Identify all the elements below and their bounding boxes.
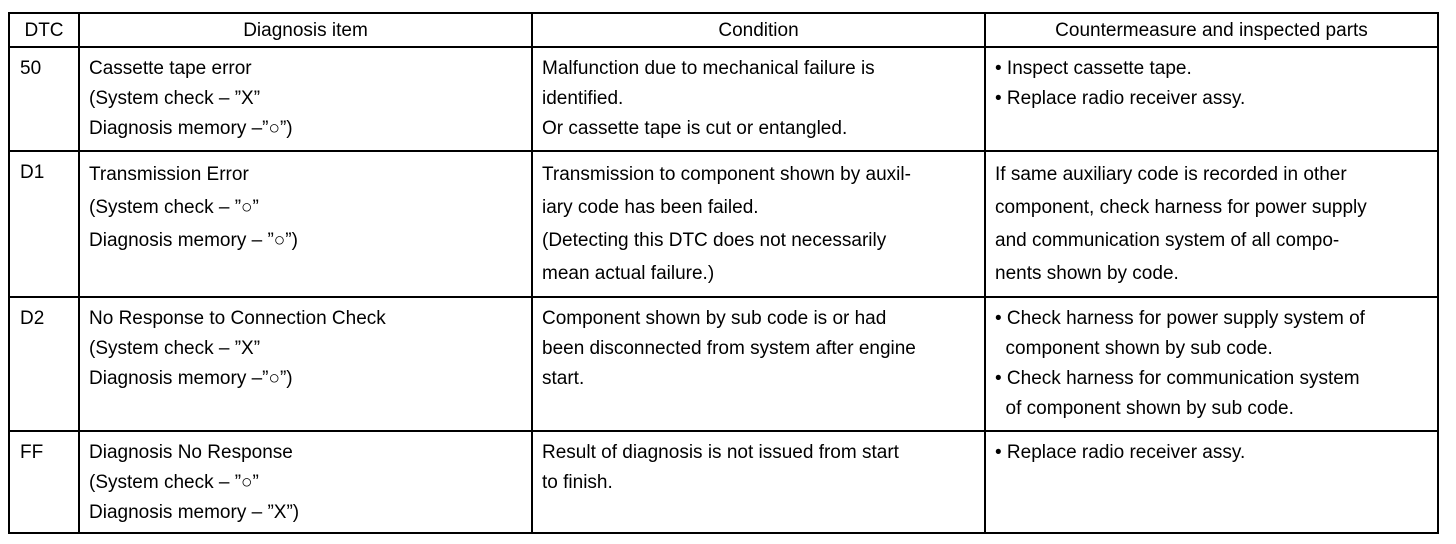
condition-line: Transmission to component shown by auxil- bbox=[542, 164, 911, 185]
header-row bbox=[9, 13, 1438, 47]
countermeasure-cell bbox=[985, 151, 1438, 297]
table-row bbox=[9, 297, 1438, 431]
diagnosis-item-line: Diagnosis No Response bbox=[89, 442, 293, 463]
table-row bbox=[9, 431, 1438, 533]
countermeasure-line: nents shown by code. bbox=[995, 263, 1179, 284]
diagnosis-item-line: (System check – ”X” bbox=[89, 88, 261, 109]
condition-line: Or cassette tape is cut or entangled. bbox=[542, 118, 848, 139]
condition-cell bbox=[532, 431, 985, 533]
dtc-code: D1 bbox=[9, 151, 79, 297]
countermeasure-cell bbox=[985, 47, 1438, 151]
condition-line: identified. bbox=[542, 88, 624, 109]
diagnosis-item-line: Diagnosis memory – ”X”) bbox=[89, 502, 300, 523]
countermeasure-line: • Replace radio receiver assy. bbox=[995, 88, 1246, 109]
countermeasure-line: and communication system of all compo- bbox=[995, 230, 1340, 251]
condition-line: (Detecting this DTC does not necessarily bbox=[542, 230, 887, 251]
countermeasure-cell bbox=[985, 297, 1438, 431]
diagnosis-item-cell bbox=[79, 297, 532, 431]
condition-cell bbox=[532, 297, 985, 431]
condition-line: iary code has been failed. bbox=[542, 197, 759, 218]
dtc-table bbox=[8, 12, 1439, 534]
diagnosis-item-line: Diagnosis memory – ”○”) bbox=[89, 230, 298, 251]
diagnosis-item-line: (System check – ”○” bbox=[89, 472, 259, 493]
diagnosis-item-line: Diagnosis memory –”○”) bbox=[89, 368, 293, 389]
countermeasure-line: • Inspect cassette tape. bbox=[995, 58, 1192, 79]
diagnosis-item-cell bbox=[79, 47, 532, 151]
countermeasure-line: • Replace radio receiver assy. bbox=[995, 442, 1246, 463]
countermeasure-line: • Check harness for communication system bbox=[995, 368, 1360, 389]
diagnosis-item-cell bbox=[79, 431, 532, 533]
dtc-code: D2 bbox=[9, 297, 79, 431]
condition-line: to finish. bbox=[542, 472, 613, 493]
diagnosis-item-line: (System check – ”○” bbox=[89, 197, 259, 218]
diagnosis-item-line: Transmission Error bbox=[89, 164, 249, 185]
diagnosis-item-cell bbox=[79, 151, 532, 297]
countermeasure-cell bbox=[985, 431, 1438, 533]
header-condition: Condition bbox=[532, 13, 985, 47]
dtc-code: FF bbox=[9, 431, 79, 533]
diagnosis-item-line: Cassette tape error bbox=[89, 58, 252, 79]
condition-line: Malfunction due to mechanical failure is bbox=[542, 58, 875, 79]
header-diagnosis-item: Diagnosis item bbox=[79, 13, 532, 47]
countermeasure-line: component shown by sub code. bbox=[995, 338, 1273, 359]
countermeasure-line: • Check harness for power supply system of bbox=[995, 308, 1365, 329]
condition-line: mean actual failure.) bbox=[542, 263, 715, 284]
table-row bbox=[9, 151, 1438, 297]
diagnosis-item-line: (System check – ”X” bbox=[89, 338, 261, 359]
dtc-table-container bbox=[8, 12, 1439, 534]
condition-cell bbox=[532, 47, 985, 151]
condition-line: Result of diagnosis is not issued from start bbox=[542, 442, 899, 463]
header-dtc: DTC bbox=[9, 13, 79, 47]
condition-line: start. bbox=[542, 368, 585, 389]
condition-line: Component shown by sub code is or had bbox=[542, 308, 887, 329]
header-countermeasure: Countermeasure and inspected parts bbox=[985, 13, 1438, 47]
diagnosis-item-line: Diagnosis memory –”○”) bbox=[89, 118, 293, 139]
dtc-code: 50 bbox=[9, 47, 79, 151]
table-row bbox=[9, 47, 1438, 151]
condition-line: been disconnected from system after engine bbox=[542, 338, 916, 359]
diagnosis-item-line: No Response to Connection Check bbox=[89, 308, 386, 329]
countermeasure-line: of component shown by sub code. bbox=[995, 398, 1294, 419]
countermeasure-line: If same auxiliary code is recorded in other bbox=[995, 164, 1347, 185]
countermeasure-line: component, check harness for power supply bbox=[995, 197, 1367, 218]
condition-cell bbox=[532, 151, 985, 297]
